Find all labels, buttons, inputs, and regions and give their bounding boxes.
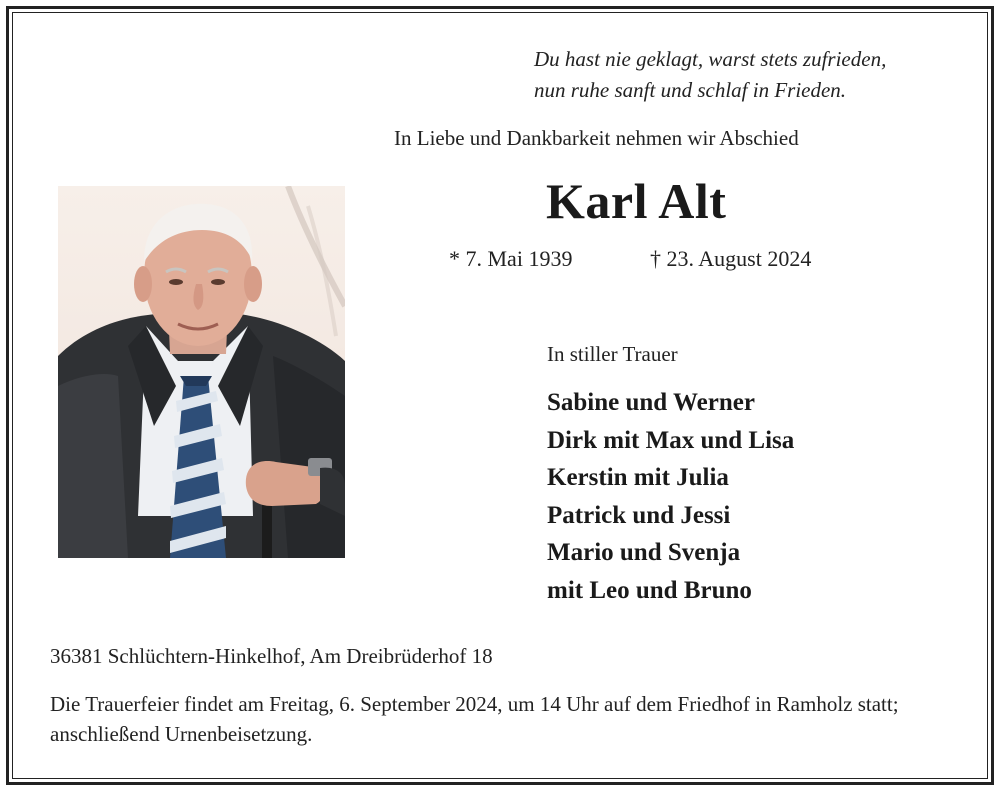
ceremony-info: Die Trauerfeier findet am Freitag, 6. September 2024, um 14 Uhr auf dem Friedhof in Ramholz statt; anschließend Urnenbeisetzung. (50, 692, 899, 746)
poem (534, 44, 886, 106)
deceased-name: Karl Alt (546, 173, 727, 229)
mourners-list (547, 384, 794, 609)
mourner-name: Mario und Svenja (547, 539, 741, 566)
mourner-name: Kerstin mit Julia (547, 464, 729, 491)
mourner-name: Sabine und Werner (547, 389, 755, 416)
mourner-name: Patrick und Jessi (547, 501, 731, 529)
farewell-text: In Liebe und Dankbarkeit nehmen wir Abschied (394, 126, 799, 150)
mourner-name: mit Leo und Bruno (547, 576, 752, 604)
portrait-photo (58, 186, 345, 558)
death-date: † 23. August 2024 (650, 246, 812, 271)
mourning-label: In stiller Trauer (547, 342, 678, 366)
poem-line-1: Du hast nie geklagt, warst stets zufrieden, (534, 47, 887, 71)
birth-date: * 7. Mai 1939 (449, 246, 573, 271)
address: 36381 Schlüchtern-Hinkelhof, Am Dreibrüderhof 18 (50, 644, 493, 668)
mourner-name: Dirk mit Max und Lisa (547, 426, 795, 454)
poem-line-2: nun ruhe sanft und schlaf in Frieden. (534, 78, 847, 102)
